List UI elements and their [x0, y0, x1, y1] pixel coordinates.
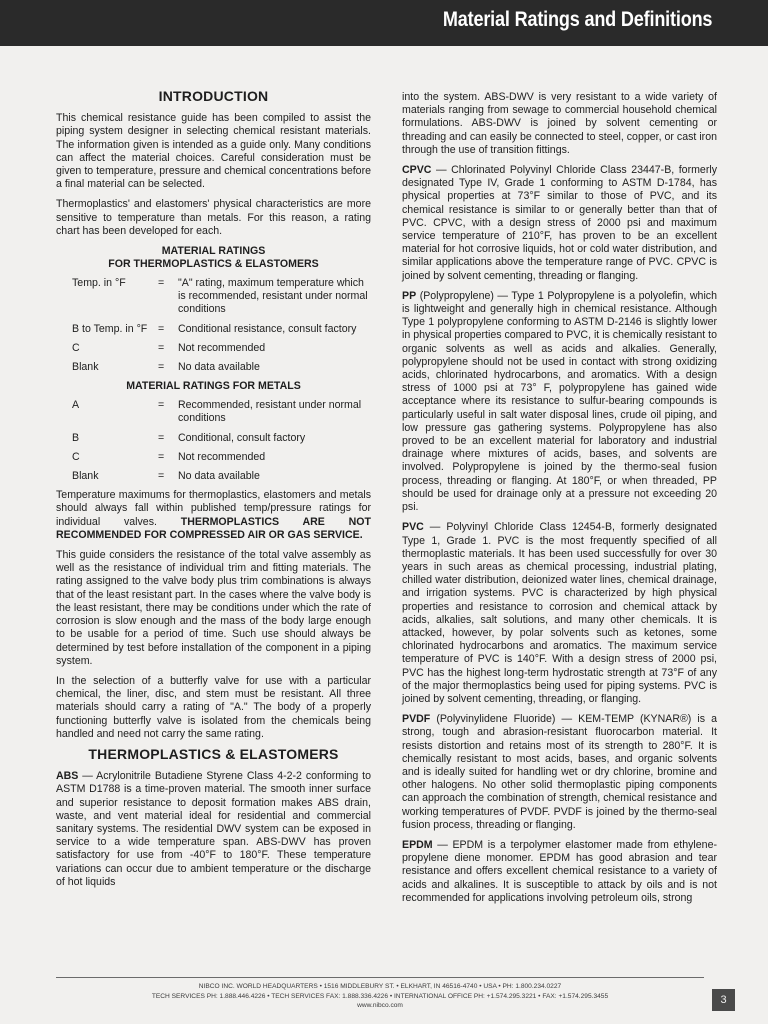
- right-column: [402, 91, 717, 912]
- left-column: [56, 90, 371, 896]
- abs-continuation: into the system. ABS-DWV is very resistant to a wide variety of materials ranging from sewage to commercial household chemical formulations. ABS-DWV is joined by solvent cementing or threading and can easily be connected to steel, copper, or cast iron through the use of transition fittings.: [402, 91, 717, 156]
- thermo-ratings-table: [56, 277, 371, 374]
- introduction-heading: INTRODUCTION: [158, 88, 269, 104]
- butterfly-valve-paragraph: In the selection of a butterfly valve for use with a particular chemical, the liner, disc, and stem must be resistant. All three materials should carry a rating of "A." The body of a properly functioning butterfly valve is isolated from the chemicals being handled and need not carry the same rating.: [56, 674, 371, 740]
- thermo-ratings-heading-line1: MATERIAL RATINGS: [161, 245, 266, 258]
- rating-code: A: [72, 399, 80, 412]
- rating-description: No data available: [178, 361, 260, 374]
- rating-code: Blank: [72, 361, 99, 374]
- cpvc-text: — Chlorinated Polyvinyl Chloride Class 23447-B, formerly designated Type IV, Grade 1 conforming to ASTM D-1784, has physical properties at 73°F similar to those of PVC, and its chemical resistance is similar to or generally better than that of PVC. CPVC, with a design stress of 2000 psi and maximum service temperature of 210°F, has proven to be an excellent material for hot corrosive liquids, hot or cold water distribution, and similar applications above the temperature range of PVC. CPVC is joined by solvent cementing, threading or flanging.: [402, 164, 717, 282]
- rating-equals: =: [158, 277, 165, 290]
- pp-text: (Polypropylene) — Type 1 Polypropylene is a polyolefin, which is lightweight and generally high in chemical resistance. Although Type 1 polypropylene conforming to ASTM D-2146 is slightly lower in physical properties compared to PVC, it is chemically resistant to organic solvents as well as acids and alkalies. Generally, polypropylene should not be used in contact with strong oxidizing acids, chlorinated hydrocarbons, and aromatics. With a design stress of 1000 psi at 73° F, polypropylene has gained wide acceptance where its resistance to sulfur-bearing compounds is particularly useful in salt water disposal lines, crude oil piping, and low pressure gas gathering systems. Polypropylene has also proved to be an excellent material for laboratory and industrial drainage where mixtures of acids, bases, and solvents are involved. Polypropylene is joined by the thermo-seal fusion process, threading or flanging. At 180°F, or when threaded, PP should be used for drainage only at a pressure not exceeding 20 psi.: [402, 289, 717, 514]
- page-title: Material Ratings and Definitions: [442, 8, 712, 31]
- metal-ratings-heading: MATERIAL RATINGS FOR METALS: [126, 380, 301, 393]
- intro-paragraph-1: This chemical resistance guide has been compiled to assist the piping system designer in selecting chemical resistant materials. The information given is intended as a guide only. Many conditions can affect the material choices. Careful consideration must be given to temperature, pressure and chemical concentrations before a final material can be selected.: [56, 112, 371, 191]
- rating-description: Conditional, consult factory: [178, 431, 306, 444]
- thermo-ratings-heading-line2: FOR THERMOPLASTICS & ELASTOMERS: [108, 258, 319, 271]
- pp-label: PP: [402, 289, 417, 302]
- rating-row: [56, 399, 371, 425]
- pvc-paragraph: [402, 521, 717, 706]
- rating-description: "A" rating, maximum temperature which is recommended, resistant under normal conditions: [178, 277, 368, 316]
- footer-phone-numbers: TECH SERVICES PH: 1.888.446.4226 • TECH SERVICES FAX: 1.888.336.4226 • INTERNATIONAL OFFICE PH: +1.574.295.3221 • FAX: +1.574.295.3455: [151, 992, 609, 1000]
- rating-row: [56, 432, 371, 445]
- pp-paragraph: [402, 290, 717, 514]
- rating-row: [56, 277, 371, 317]
- metal-ratings-table: [56, 399, 371, 483]
- temperature-maximums-paragraph: [56, 489, 371, 542]
- page-number: 3: [712, 989, 735, 1011]
- epdm-paragraph: [402, 839, 717, 905]
- cpvc-paragraph: [402, 164, 717, 283]
- footer: [56, 982, 704, 1011]
- rating-description: Not recommended: [178, 341, 266, 354]
- rating-row: [56, 323, 371, 336]
- rating-row: [56, 342, 371, 355]
- pvc-text: — Polyvinyl Chloride Class 12454-B, formerly designated Type 1, Grade 1. PVC is the most frequently specified of all thermoplastic materials. It has been used successfully for over 30 years in such areas as chemical processing, industrial plating, chilled water distribution, deionized water lines, chemical drainage, and irrigation systems. PVC is characterized by high physical properties and resistance to corrosion and chemical attack by acids, alkalies, salt solutions, and many other chemicals. It is attacked, however, by polar solvents such as ketones, some chlorinated hydrocarbons and aromatics. The maximum service temperature of PVC is 140°F. With a design stress of 2000 psi, PVC has the highest long-term hydrostatic strength at 73°F of any of the major thermoplastics being used for piping systems. PVC is joined by solvent cementing, threading, or flanging.: [402, 521, 717, 705]
- intro-paragraph-2: Thermoplastics' and elastomers' physical characteristics are more sensitive to temperature than metals. For this reason, a rating chart has been developed for each.: [56, 198, 371, 237]
- rating-code: Temp. in °F: [72, 277, 126, 290]
- rating-code: C: [72, 450, 80, 463]
- thermoplastics-heading: THERMOPLASTICS & ELASTOMERS: [88, 745, 339, 762]
- pvdf-text: (Polyvinylidene Fluoride) — KEM-TEMP (KYNAR®) is a strong, tough and abrasion-resistant fluorocarbon material. It resists distortion and retains most of its strength to 280°F. It is chemically resistant to most acids, bases, and organic solvents and is ideally suited for handling wet or dry chlorine, bromine and other halogens. No other solid thermoplastic piping components can approach the combination of strength, chemical resistance and working temperatures of PVDF. PVDF is joined by the thermo-seal fusion process, threading or flanging.: [402, 713, 717, 831]
- rating-description: Not recommended: [178, 450, 266, 463]
- abs-text: — Acrylonitrile Butadiene Styrene Class 4-2-2 conforming to ASTM D1788 is a time-proven material. The smooth inner surface and superior resistance to deposit formation makes ABS drain, waste, and vent material ideal for residential and commercial sanitary systems. The residential DWV system can be exposed in service to a wide temperature span. ABS-DWV has proven satisfactory for use from -40°F to 180°F. These temperature variations can occur due to ambient temperature or the discharge of hot liquids: [56, 770, 371, 888]
- rating-row: [56, 470, 371, 483]
- epdm-text: — EPDM is a terpolymer elastomer made from ethylene-propylene diene monomer. EPDM has good abrasion and tear resistance and offers excellent chemical resistance to a variety of acids and alkalines. It is susceptible to attack by oils and is not recommended for applications involving petroleum oils, strong: [402, 838, 717, 904]
- rating-row: [56, 451, 371, 464]
- rating-description: Recommended, resistant under normal conditions: [178, 399, 362, 425]
- abs-paragraph: [56, 770, 371, 889]
- epdm-label: EPDM: [402, 838, 433, 851]
- compressed-air-warning: THERMOPLASTICS ARE NOT RECOMMENDED FOR COMPRESSED AIR OR GAS SERVICE.: [56, 515, 371, 541]
- pvc-label: PVC: [402, 521, 424, 534]
- pvdf-paragraph: [402, 713, 717, 832]
- temperature-maximums-text: Temperature maximums for thermoplastics, elastomers and metals should always fall within published temp/pressure ratings for individual valves.: [56, 489, 371, 528]
- rating-equals: =: [158, 341, 165, 354]
- rating-equals: =: [158, 470, 165, 483]
- header-bar: [0, 0, 768, 46]
- rating-equals: =: [158, 399, 165, 412]
- footer-divider: [56, 977, 704, 978]
- rating-equals: =: [158, 431, 165, 444]
- cpvc-label: CPVC: [402, 164, 432, 177]
- footer-website-link[interactable]: www.nibco.com: [357, 1002, 403, 1009]
- rating-code: C: [72, 341, 80, 354]
- rating-description: Conditional resistance, consult factory: [178, 322, 357, 335]
- rating-equals: =: [158, 361, 165, 374]
- rating-code: B: [72, 431, 80, 444]
- rating-code: Blank: [72, 470, 99, 483]
- rating-row: [56, 361, 371, 374]
- rating-equals: =: [158, 450, 165, 463]
- thermo-ratings-heading: [56, 245, 371, 271]
- abs-label: ABS: [56, 770, 79, 783]
- rating-description: No data available: [178, 470, 260, 483]
- footer-address: NIBCO INC. WORLD HEADQUARTERS • 1516 MIDDLEBURY ST. • ELKHART, IN 46516-4740 • USA • PH: 1.800.234.0227: [198, 983, 562, 990]
- pvdf-label: PVDF: [402, 713, 431, 726]
- rating-equals: =: [158, 322, 165, 335]
- rating-code: B to Temp. in °F: [72, 322, 148, 335]
- guide-paragraph: This guide considers the resistance of the total valve assembly as well as the resistance of individual trim and fitting materials. The rating assigned to the valve body plus trim combinations is always that of the least resistant part. In the cases where the valve body is the least resistant, there may be conditions under which the rate of corrosion is slow enough and the mass of the body large enough to be usable for a period of time. Such use should always be determined by test before installation of the component in a piping system.: [56, 549, 371, 667]
